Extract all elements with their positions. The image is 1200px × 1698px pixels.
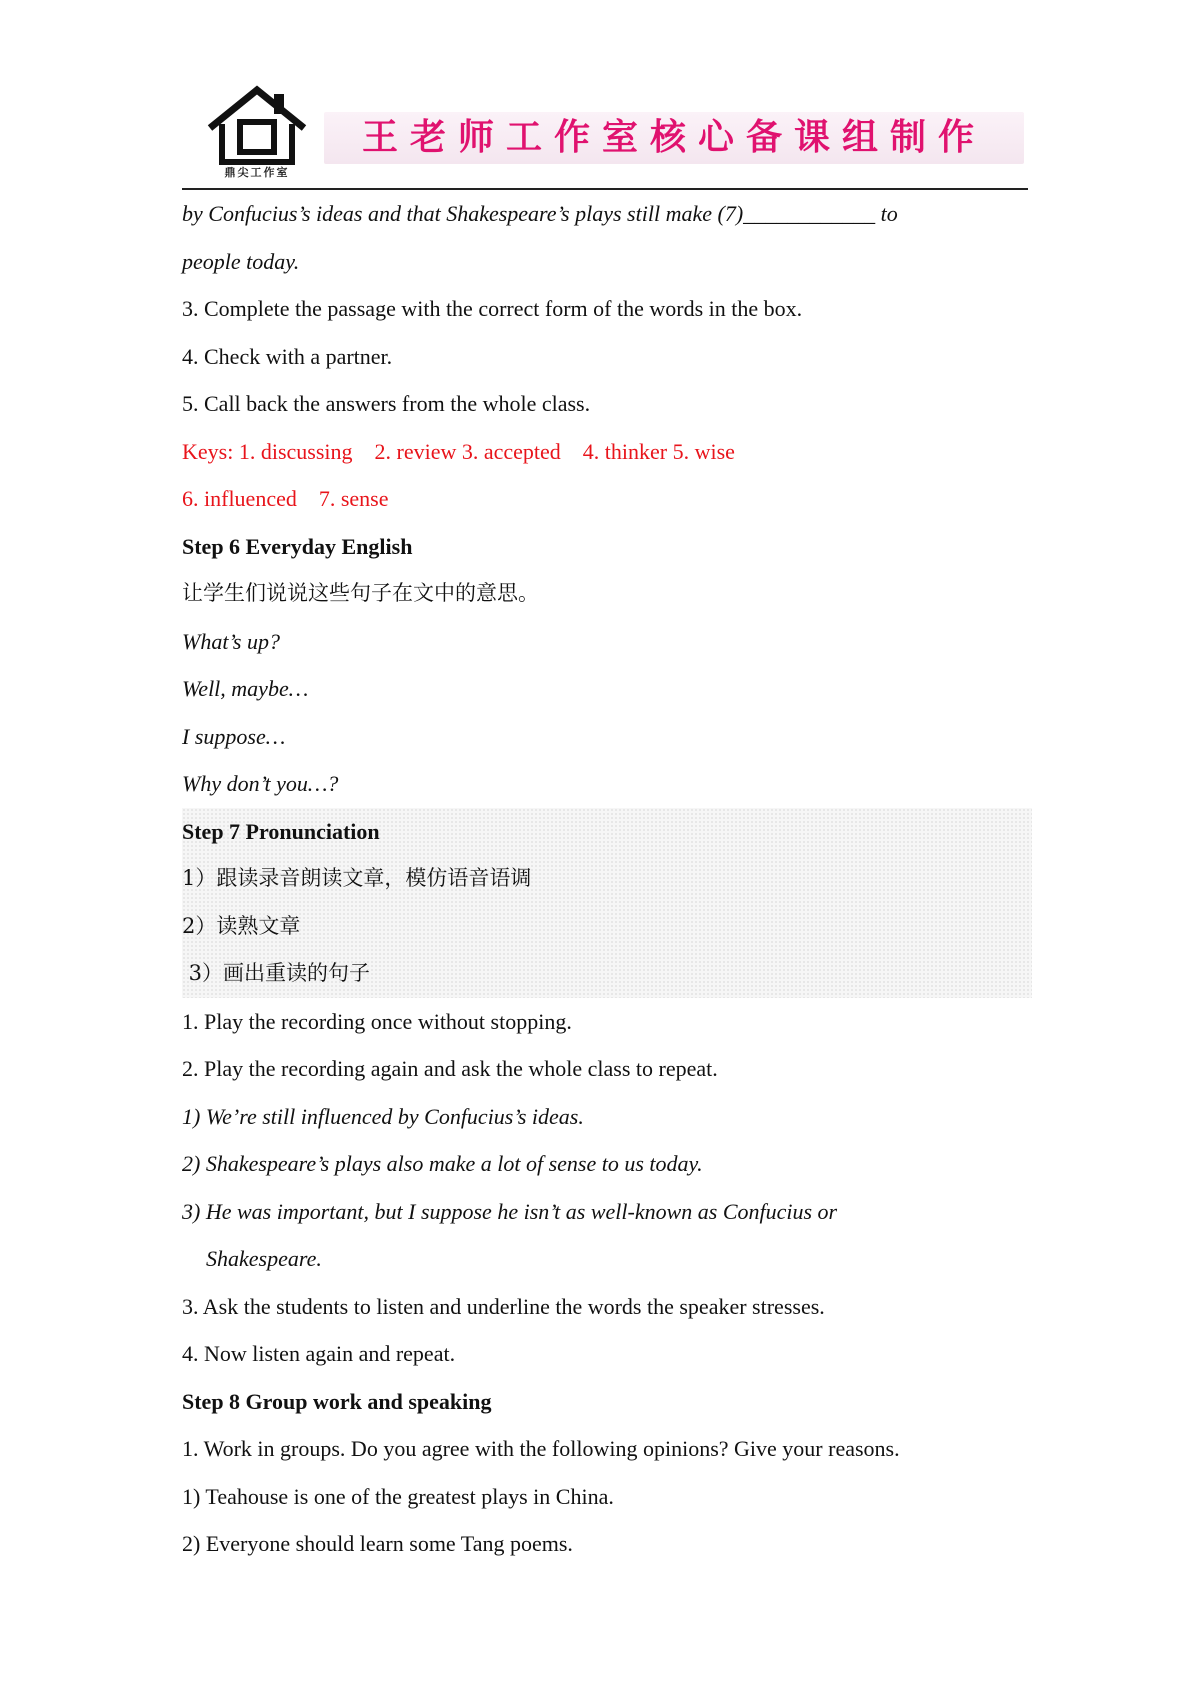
step8-item: 1) Teahouse is one of the greatest plays in China. [182, 1483, 614, 1509]
key-item: 6. influenced [182, 486, 297, 511]
key-item: 7. sense [318, 486, 389, 511]
step7-item: 3. Ask the students to listen and underline the words the speaker stresses. [182, 1293, 825, 1319]
banner-title: 王老师工作室核心备课组制作 [361, 117, 986, 158]
step6-instruction: 让学生们说说这些句子在文中的意思。 [182, 581, 539, 605]
passage-continuation-line: by Confucius’s ideas and that Shakespeare’s plays still make (7)____________ to [182, 201, 898, 226]
stress-sentence: 3) He was important, but I suppose he isn’t as well-known as Confucius or [182, 1198, 838, 1224]
step7-cn-item: 3）画出重读的句子 [182, 961, 371, 985]
answer-keys-line [182, 475, 1032, 523]
step5-item: 4. Check with a partner. [182, 343, 393, 369]
step8-item: 2) Everyone should learn some Tang poems. [182, 1531, 573, 1556]
everyday-phrase: Well, maybe… [182, 676, 309, 701]
stress-sentence: 1) We’re still influenced by Confucius’s ideas. [182, 1103, 584, 1129]
everyday-phrase: Why don’t you…? [182, 771, 339, 796]
step5-item: 5. Call back the answers from the whole class. [182, 391, 591, 416]
everyday-phrase: What’s up? [182, 628, 280, 654]
passage-continuation-line: people today. [182, 248, 300, 274]
everyday-phrase: I suppose… [182, 723, 286, 749]
pronunciation-box [182, 808, 1032, 998]
header-banner [324, 112, 1024, 164]
step7-item: 1. Play the recording once without stopping. [182, 1008, 572, 1034]
key-item: Keys: 1. discussing [182, 438, 353, 464]
step8-heading: Step 8 Group work and speaking [182, 1388, 492, 1414]
key-item: 2. review 3. accepted [374, 438, 561, 464]
stress-sentence-continuation: Shakespeare. [206, 1246, 322, 1271]
stress-sentence: 2) Shakespeare’s plays also make a lot of sense to us today. [182, 1151, 703, 1176]
document-body [182, 190, 1032, 1568]
step8-item: 1. Work in groups. Do you agree with the following opinions? Give your reasons. [182, 1436, 900, 1461]
step6-heading: Step 6 Everyday English [182, 533, 413, 559]
step7-heading: Step 7 Pronunciation [182, 818, 380, 844]
page-header [182, 80, 1028, 190]
logo-caption: 鼎尖工作室 [224, 166, 290, 179]
step5-item: 3. Complete the passage with the correct form of the words in the box. [182, 296, 803, 321]
step7-item: 4. Now listen again and repeat. [182, 1341, 456, 1366]
key-item: 4. thinker 5. wise [582, 438, 735, 464]
answer-keys-line [182, 428, 1032, 476]
step7-cn-item: 2）读熟文章 [182, 913, 301, 938]
step7-cn-item: 1）跟读录音朗读文章，模仿语音语调 [182, 866, 532, 890]
step7-item: 2. Play the recording again and ask the whole class to repeat. [182, 1056, 718, 1081]
